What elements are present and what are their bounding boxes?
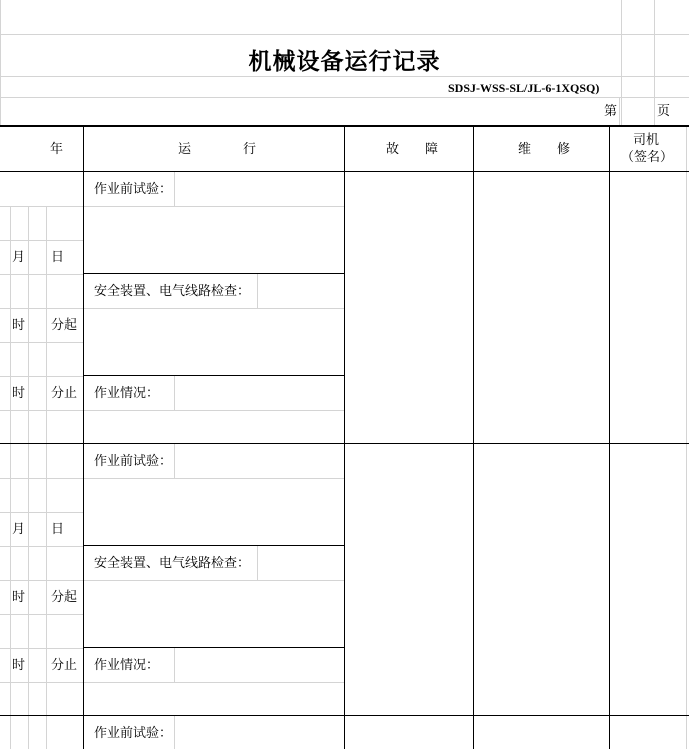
document-code: SDSJ-WSS-SL/JL-6-1XQSQ) xyxy=(448,81,600,95)
grid-line xyxy=(0,34,689,35)
day-label: 日 xyxy=(51,250,65,265)
grid-line xyxy=(257,546,258,580)
form-border xyxy=(84,273,345,274)
grid-line xyxy=(0,580,83,581)
grid-line xyxy=(174,172,175,206)
safety-check-label: 安全装置、电气线路检查： xyxy=(94,556,251,571)
grid-line xyxy=(0,342,83,343)
minute-stop-label: 分止 xyxy=(51,658,78,673)
column-header-driver-signature: （签名） xyxy=(621,150,674,165)
grid-line xyxy=(621,0,622,126)
page-number-prefix: 第 xyxy=(604,104,618,119)
month-label: 月 xyxy=(12,250,26,265)
hour-label: 时 xyxy=(12,318,26,333)
day-label: 日 xyxy=(51,522,65,537)
grid-line xyxy=(0,308,83,309)
column-header-repair: 维 修 xyxy=(518,142,571,157)
form-border xyxy=(84,375,345,376)
form-border xyxy=(609,126,610,749)
page-number-suffix: 页 xyxy=(657,104,671,119)
grid-line xyxy=(84,206,344,207)
grid-line xyxy=(0,546,83,547)
grid-line xyxy=(84,478,344,479)
column-header-year: 年 xyxy=(50,142,64,157)
grid-line xyxy=(0,0,1,126)
minute-start-label: 分起 xyxy=(51,590,78,605)
grid-line xyxy=(0,97,689,98)
work-status-label: 作业情况： xyxy=(94,658,160,673)
grid-line xyxy=(0,512,83,513)
grid-line xyxy=(619,97,620,126)
grid-line xyxy=(0,206,83,207)
grid-line xyxy=(257,274,258,308)
grid-line xyxy=(0,274,83,275)
hour-label: 时 xyxy=(12,590,26,605)
grid-line xyxy=(0,76,689,77)
grid-line xyxy=(174,716,175,749)
pre-work-test-label: 作业前试验： xyxy=(94,726,173,741)
column-header-operation: 运 行 xyxy=(178,142,257,157)
grid-line xyxy=(0,478,83,479)
grid-line xyxy=(0,376,83,377)
pre-work-test-label: 作业前试验： xyxy=(94,454,173,469)
safety-check-label: 安全装置、电气线路检查： xyxy=(94,284,251,299)
hour-label: 时 xyxy=(12,658,26,673)
grid-line xyxy=(84,580,344,581)
column-header-fault: 故 障 xyxy=(386,142,439,157)
grid-line xyxy=(84,682,344,683)
minute-stop-label: 分止 xyxy=(51,386,78,401)
form-border xyxy=(84,647,345,648)
grid-line xyxy=(174,444,175,478)
grid-line xyxy=(654,0,655,126)
grid-line xyxy=(174,648,175,682)
grid-line xyxy=(84,308,344,309)
form-border xyxy=(84,545,345,546)
minute-start-label: 分起 xyxy=(51,318,78,333)
form-border xyxy=(473,126,474,749)
form-border xyxy=(344,126,345,749)
grid-line xyxy=(84,410,344,411)
grid-line xyxy=(174,376,175,410)
work-status-label: 作业情况： xyxy=(94,386,160,401)
grid-line xyxy=(0,614,83,615)
month-label: 月 xyxy=(12,522,26,537)
hour-label: 时 xyxy=(12,386,26,401)
page-title: 机械设备运行记录 xyxy=(248,49,441,75)
grid-line xyxy=(0,240,83,241)
form-border xyxy=(83,126,84,749)
grid-line xyxy=(686,126,687,749)
grid-line xyxy=(0,682,83,683)
grid-line xyxy=(0,410,83,411)
pre-work-test-label: 作业前试验： xyxy=(94,182,173,197)
grid-line xyxy=(0,648,83,649)
column-header-driver: 司机 xyxy=(633,133,660,148)
